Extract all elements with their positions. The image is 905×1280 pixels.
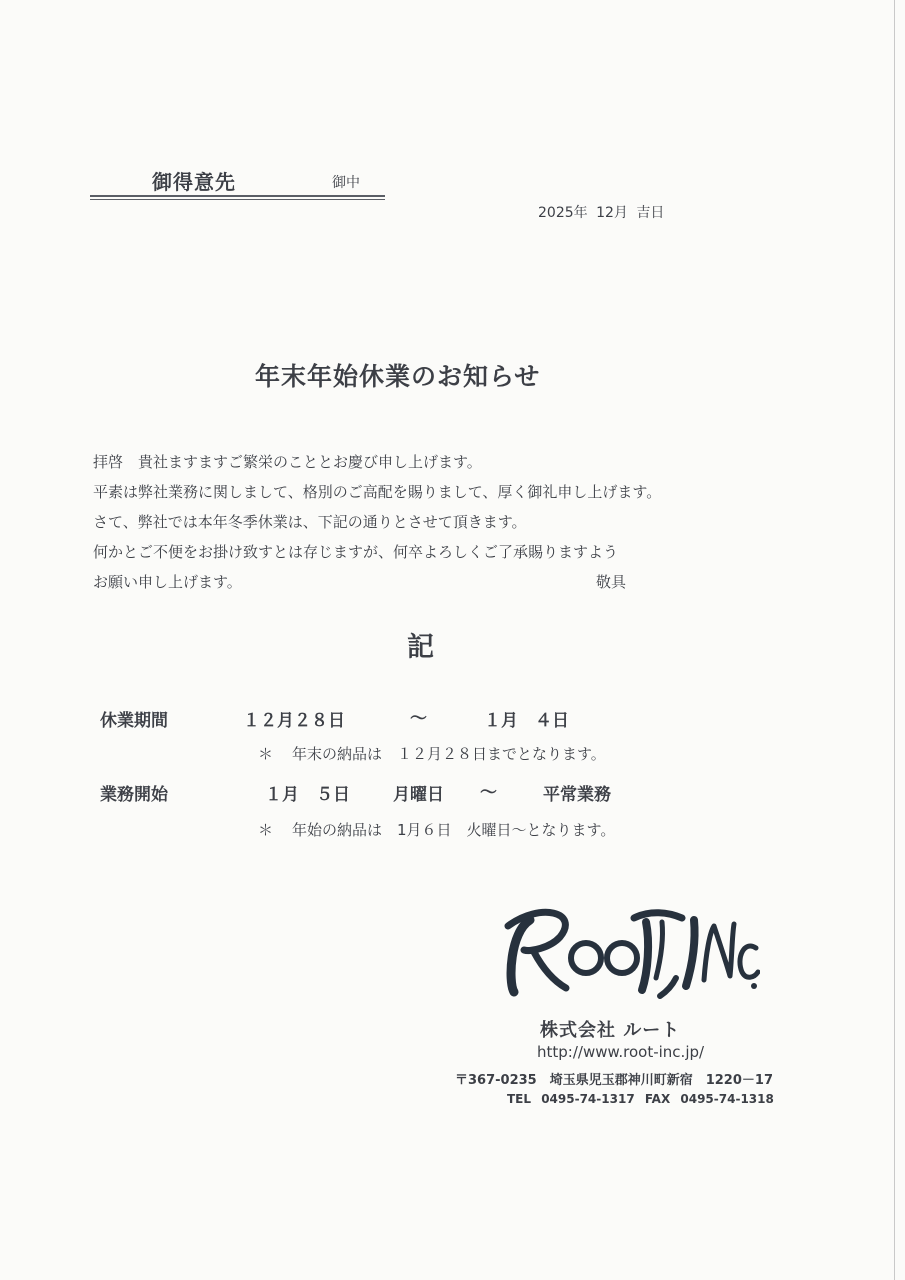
issue-date: 2025年 12月 吉日 xyxy=(538,205,665,221)
company-url[interactable]: http://www.root-inc.jp/ xyxy=(537,1043,705,1061)
scan-edge-line xyxy=(894,0,895,1280)
company-phone-fax: TEL 0495-74-1317 FAX 0495-74-1318 xyxy=(507,1092,774,1106)
resume-text: 平常業務 xyxy=(543,785,611,805)
recipient-name: 御得意先 xyxy=(152,170,236,194)
holiday-end: １月 ４日 xyxy=(484,711,569,731)
resume-weekday: 月曜日 xyxy=(393,785,444,805)
recipient-underline-2 xyxy=(90,199,385,200)
body-line: 何かとご不便をお掛け致すとは存じますが、何卒よろしくご了承賜りますよう xyxy=(93,543,619,561)
holiday-tilde: ～ xyxy=(410,709,427,729)
body-line: お願い申し上げます。 xyxy=(93,573,242,591)
holiday-start: １２月２８日 xyxy=(243,711,345,731)
company-logo xyxy=(500,892,760,1002)
closing-keigu: 敬具 xyxy=(596,573,627,591)
body-line: 平素は弊社業務に関しまして、格別のご高配を賜りまして、厚く御礼申し上げます。 xyxy=(93,483,662,501)
resume-note: 年始の納品は 1月６日 火曜日～となります。 xyxy=(292,821,616,839)
holiday-note: 年末の納品は １２月２８日までとなります。 xyxy=(292,745,606,763)
ki-heading: 記 xyxy=(407,632,434,663)
holiday-note-mark: ＊ xyxy=(258,745,274,763)
holiday-label: 休業期間 xyxy=(100,711,168,731)
notice-title: 年末年始休業のお知らせ xyxy=(255,362,541,391)
recipient-underline xyxy=(90,195,385,197)
resume-tilde: ～ xyxy=(480,783,497,803)
body-line: 拝啓 貴社ますますご繁栄のこととお慶び申し上げます。 xyxy=(93,453,482,471)
resume-date: １月 ５日 xyxy=(265,785,350,805)
company-address: 〒367-0235 埼玉県児玉郡神川町新宿 1220－17 xyxy=(455,1073,773,1088)
body-line: さて、弊社では本年冬季休業は、下記の通りとさせて頂きます。 xyxy=(93,513,527,531)
recipient-honorific: 御中 xyxy=(332,175,360,191)
resume-label: 業務開始 xyxy=(100,785,168,805)
company-name: 株式会社 ルート xyxy=(540,1020,681,1041)
resume-note-mark: ＊ xyxy=(258,821,274,839)
